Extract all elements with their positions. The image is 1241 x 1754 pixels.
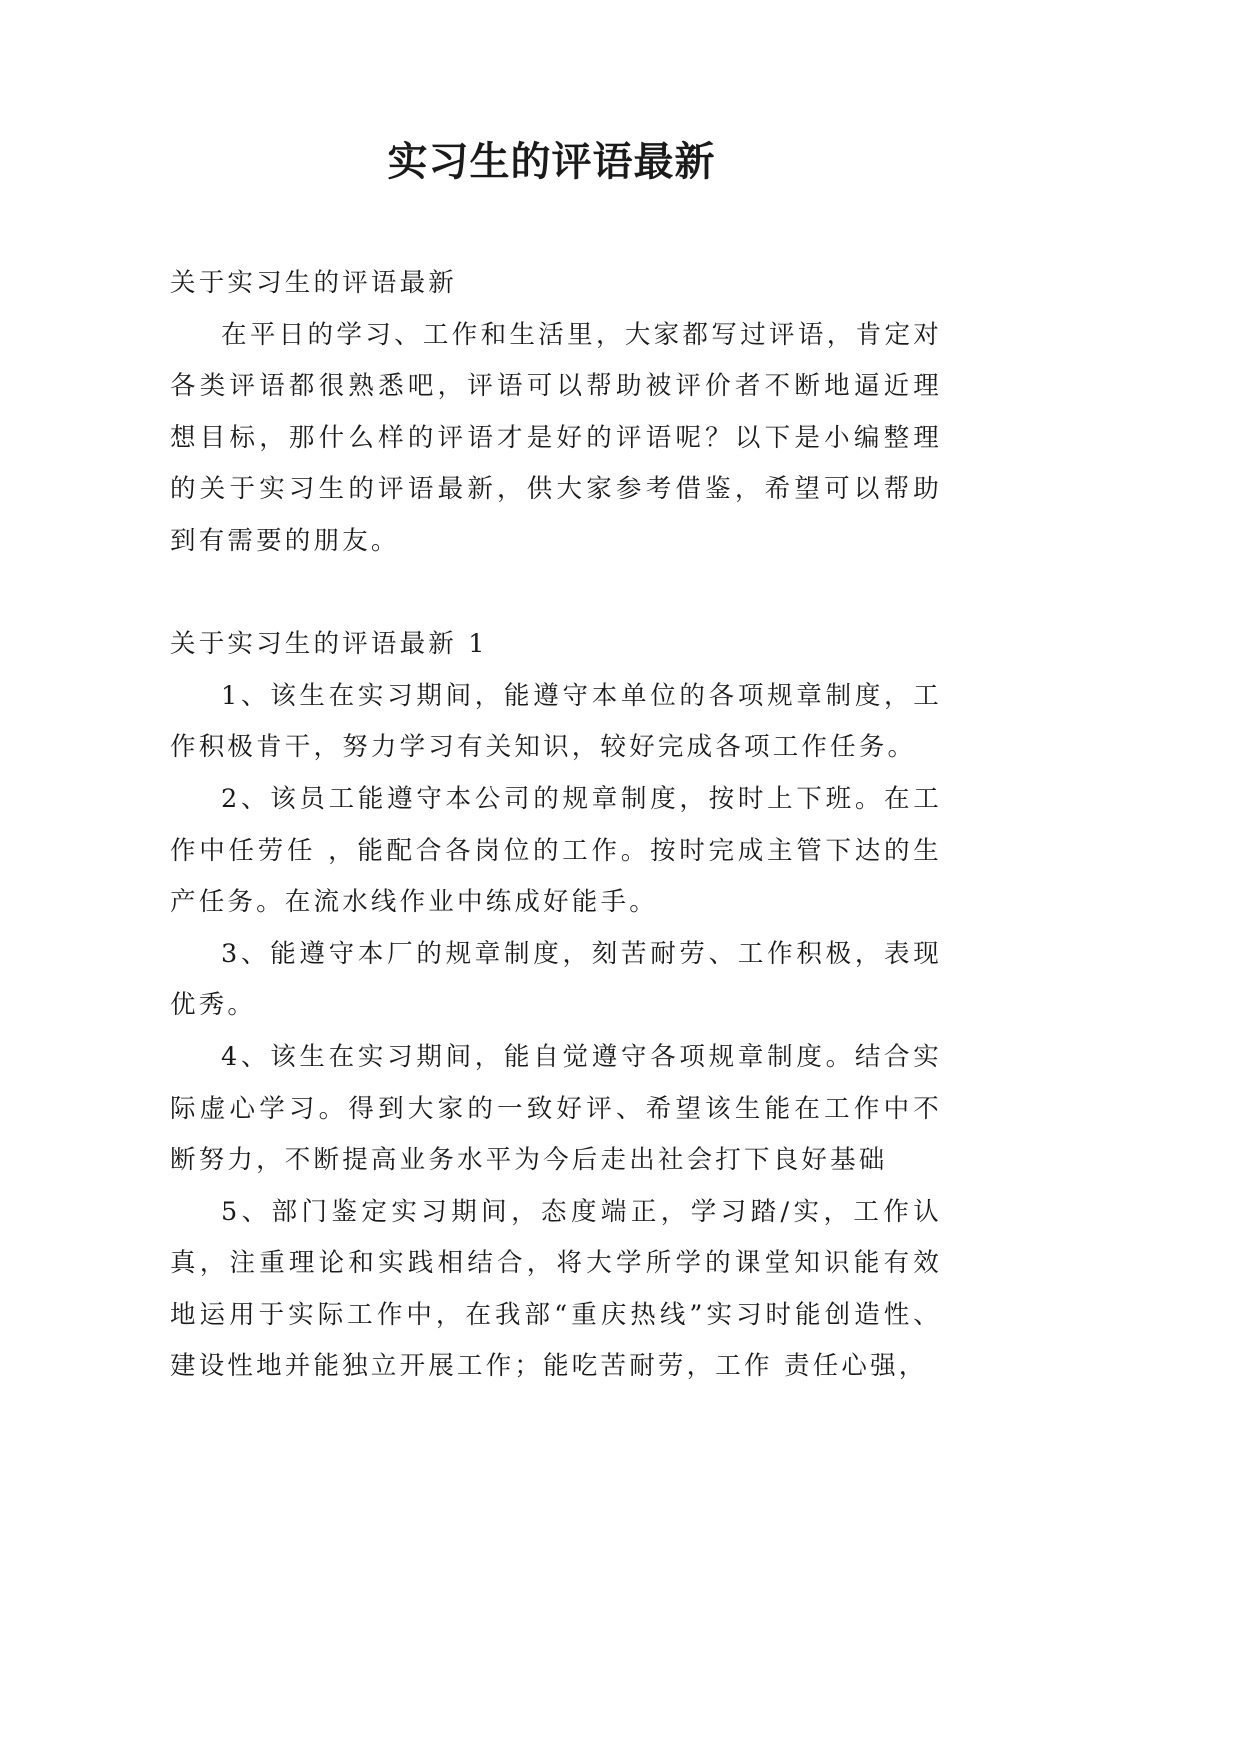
intro-heading: 关于实习生的评语最新 [170, 268, 458, 298]
list-item: 5、部门鉴定实习期间，态度端正，学习踏/实，工作认真，注重理论和实践相结合，将大学所学的课堂知识能有效地运用于实际工作中，在我部“重庆热线”实习时能创造性、建设性地并能独立开展工作；能吃苦耐劳，工作 责任心强， [170, 1196, 942, 1382]
list-item: 4、该生在实习期间，能自觉遵守各项规章制度。结合实际虚心学习。得到大家的一致好评、希望该生能在工作中不断努力，不断提高业务水平为今后走出社会打下良好基础 [170, 1041, 942, 1176]
section-heading: 关于实习生的评语最新 1 [170, 629, 488, 660]
document-title: 实习生的评语最新 [387, 139, 716, 185]
list-item: 3、能遵守本厂的规章制度，刻苦耐劳、工作积极，表现优秀。 [170, 938, 942, 1021]
intro-paragraph: 在平日的学习、工作和生活里，大家都写过评语，肯定对各类评语都很熟悉吧，评语可以帮助被评价者不断地逼近理想目标，那什么样的评语才是好的评语呢？以下是小编整理的关于实习生的评语最新，供大家参考借鉴，希望可以帮助到有需要的朋友。 [170, 319, 942, 556]
list-item: 1、该生在实习期间，能遵守本单位的各项规章制度，工作积极肯干，努力学习有关知识，较好完成各项工作任务。 [170, 680, 942, 763]
paragraph-spacer [170, 568, 942, 620]
list-item: 2、该员工能遵守本公司的规章制度，按时上下班。在工作中任劳任 ，能配合各岗位的工作。按时完成主管下达的生产任务。在流水线作业中练成好能手。 [170, 783, 942, 918]
document-body [170, 258, 942, 1393]
